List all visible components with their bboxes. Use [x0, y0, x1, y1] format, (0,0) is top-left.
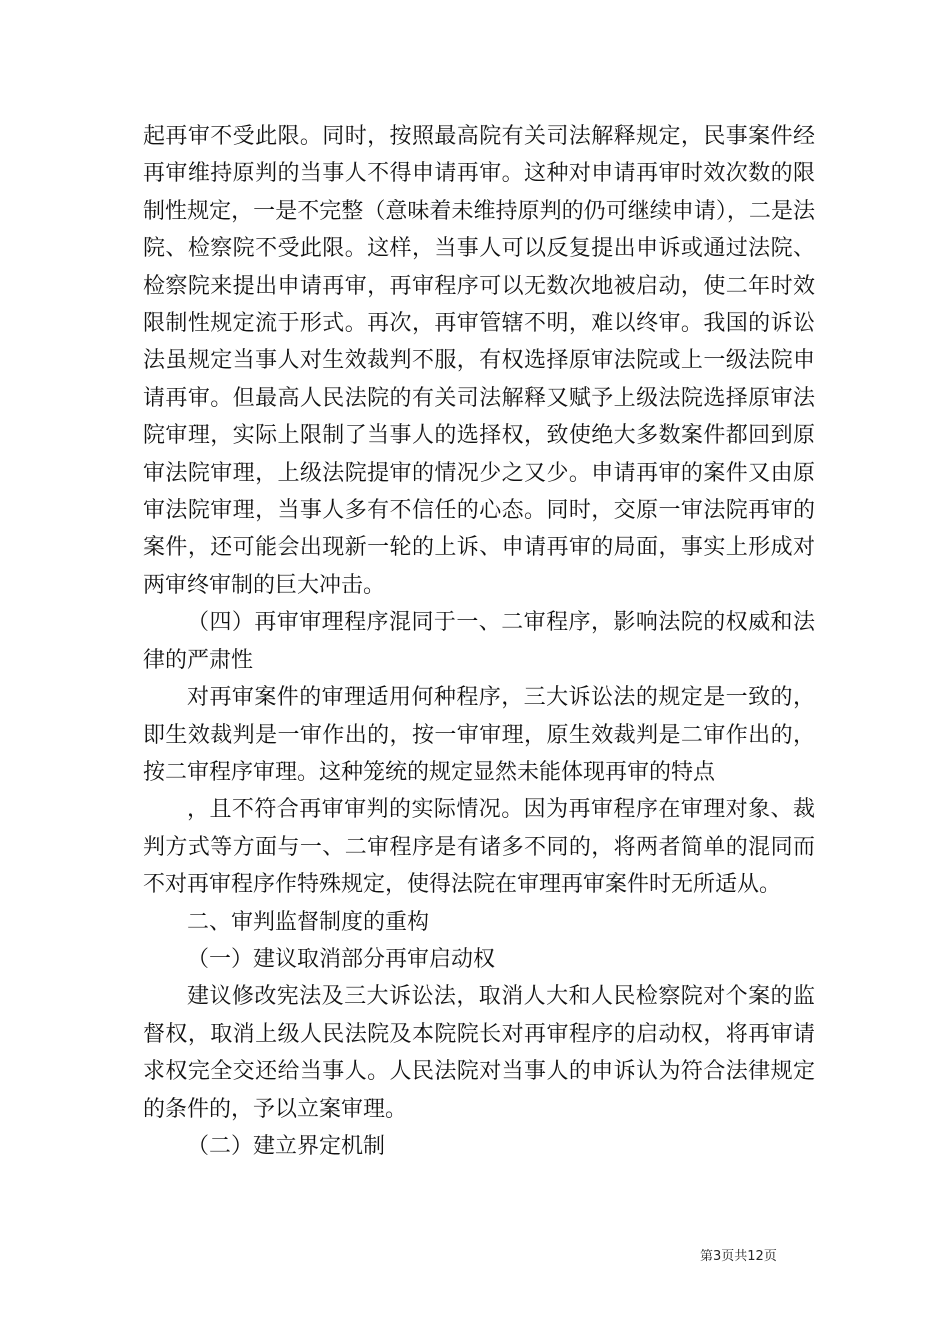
- heading-subsection-1: （一）建议取消部分再审启动权: [187, 946, 496, 972]
- paragraph-cancel-retrial-power: 建议修改宪法及三大诉讼法，取消人大和人民检察院对个案的监督权，取消上级人民法院及本院院长对再审程序的启动权，将再审请求权完全交还给当事人。人民法院对当事人的申诉认为符合法律规定的条件的，予以立案审理。: [143, 984, 815, 1122]
- paragraph-retrial-procedure: 对再审案件的审理适用何种程序，三大诉讼法的规定是一致的，即生效裁判是一审作出的，按一审审理，原生效裁判是二审作出的，按二审程序审理。这种笼统的规定显然未能体现再审的特点: [143, 685, 815, 785]
- heading-subsection-2: （二）建立界定机制: [187, 1133, 386, 1159]
- paragraph-retrial-procedure-continued: ，且不符合再审审判的实际情况。因为再审程序在审理对象、裁判方式等方面与一、二审程序是有诸多不同的，将两者简单的混同而不对再审程序作特殊规定，使得法院在审理再审案件时无所适从。: [143, 797, 815, 898]
- heading-section-4: （四）再审审理程序混同于一、二审程序，影响法院的权威和法律的严肃性: [143, 610, 815, 673]
- heading-part-2: 二、审判监督制度的重构: [187, 909, 430, 935]
- page-number: 第3页共12页: [700, 1249, 777, 1264]
- document-body: [143, 118, 815, 1165]
- paragraph-retrial-limits: 起再审不受此限。同时，按照最高院有关司法解释规定，民事案件经再审维持原判的当事人不得申请再审。这种对申请再审时效次数的限制性规定，一是不完整（意味着未维持原判的仍可继续申请），二是法院、检察院不受此限。这样，当事人可以反复提出申诉或通过法院、检察院来提出申请再审，再审程序可以无数次地被启动，使二年时效限制性规定流于形式。再次，再审管辖不明，难以终审。我国的诉讼法虽规定当事人对生效裁判不服，有权选择原审法院或上一级法院申请再审。但最高人民法院的有关司法解释又赋予上级法院选择原审法院审理，实际上限制了当事人的选择权，致使绝大多数案件都回到原审法院审理，上级法院提审的情况少之又少。申请再审的案件又由原审法院审理，当事人多有不信任的心态。同时，交原一审法院再审的案件，还可能会出现新一轮的上诉、申请再审的局面，事实上形成对两审终审制的巨大冲击。: [143, 124, 815, 598]
